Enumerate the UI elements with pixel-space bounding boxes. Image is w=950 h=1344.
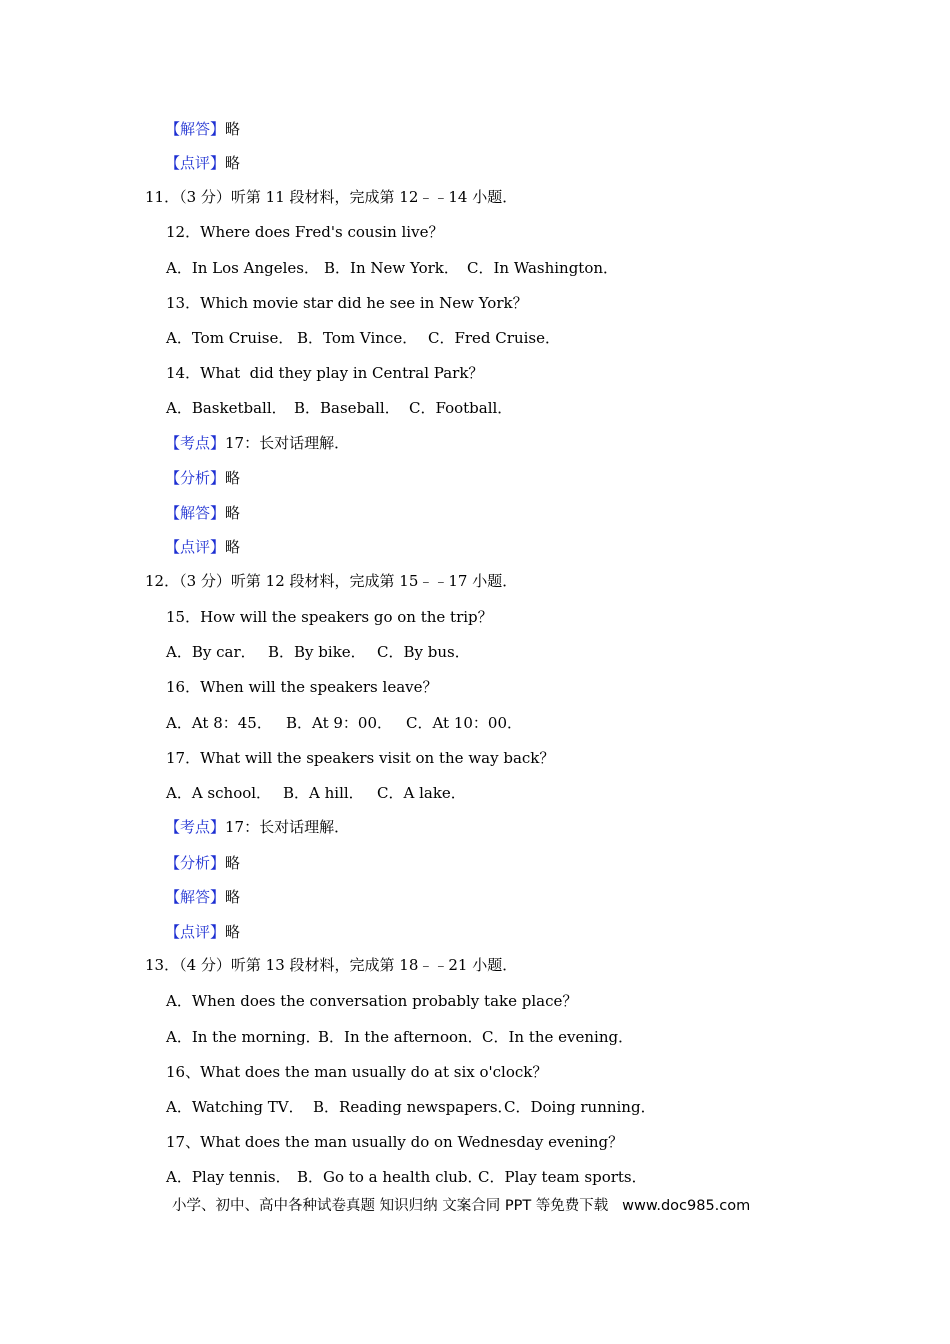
option-c: C．A lake． [377,784,466,802]
dianping-row [165,537,240,557]
kaodian-row [165,433,349,453]
question-header: 12．（3 分）听第 12 段材料，完成第 15﹣﹣17 小题． [145,572,518,590]
footer-watermark: 小学、初中、高中各种试卷真题 知识归纳 文案合同 PPT 等免费下载 www.doc985.com [172,1198,751,1214]
question-stem: 16．When will the speakers leave？ [166,678,438,696]
question-stem: 17．What will the speakers visit on the way back？ [166,749,555,767]
jieda-tag: 【解答】 [165,888,226,906]
option-a: A．Watching TV． [166,1098,304,1116]
option-b: B．In New York． [324,259,459,277]
option-b: B．By bike． [268,643,366,661]
option-a: A．Play tennis． [166,1168,291,1186]
fenxi-row [165,468,240,488]
option-c: C．Play team sports． [478,1168,647,1186]
dianping-row [165,153,240,173]
option-c: C．In Washington． [467,259,619,277]
option-c: C．By bus． [377,643,470,661]
fenxi-text: 略 [225,854,241,872]
option-a: A．Tom Cruise． [166,329,294,347]
jieda-row [165,119,240,139]
option-b: B．Reading newspapers． [313,1098,513,1116]
question-stem: 12．Where does Fred's cousin live？ [166,223,444,241]
question-stem: 15．How will the speakers go on the trip？ [166,608,493,626]
question-header: 11．（3 分）听第 11 段材料，完成第 12﹣﹣14 小题． [145,188,518,206]
dianping-text: 略 [225,154,241,172]
question-stem: 14．What did they play in Central Park？ [166,364,484,382]
dianping-tag: 【点评】 [165,154,226,172]
option-b: B．Go to a health club． [297,1168,483,1186]
option-c: C．Football． [409,399,513,417]
question-stem: 16、What does the man usually do at six o'clock？ [166,1063,548,1081]
option-a: A．Basketball． [166,399,287,417]
option-b: B．In the afternoon． [318,1028,483,1046]
option-c: C．Fred Cruise． [428,329,560,347]
fenxi-text: 略 [225,469,241,487]
kaodian-text: 17：长对话理解． [225,434,350,452]
option-c: C．At 10：00． [406,714,523,732]
question-stem: 13．Which movie star did he see in New York？ [166,294,528,312]
fenxi-tag: 【分析】 [165,469,226,487]
question-stem: A．When does the conversation probably take place？ [166,992,578,1010]
option-a: A．By car． [166,643,256,661]
question-stem: 17、What does the man usually do on Wednesday evening？ [166,1133,624,1151]
option-b: B．Baseball． [294,399,400,417]
fenxi-tag: 【分析】 [165,854,226,872]
jieda-row [165,503,240,523]
option-a: A．At 8：45． [166,714,272,732]
option-c: C．In the evening． [482,1028,634,1046]
question-header: 13．（4 分）听第 13 段材料，完成第 18﹣﹣21 小题． [145,956,518,974]
jieda-tag: 【解答】 [165,120,226,138]
option-a: A．A school． [166,784,272,802]
fenxi-row [165,853,240,873]
jieda-tag: 【解答】 [165,504,226,522]
option-a: A．In the morning． [166,1028,321,1046]
option-b: B．At 9：00． [286,714,393,732]
kaodian-tag: 【考点】 [165,434,226,452]
dianping-text: 略 [225,538,241,556]
dianping-text: 略 [225,923,241,941]
kaodian-tag: 【考点】 [165,818,226,836]
dianping-tag: 【点评】 [165,538,226,556]
kaodian-row [165,817,349,837]
dianping-tag: 【点评】 [165,923,226,941]
jieda-row [165,887,240,907]
option-b: B．A hill． [283,784,364,802]
option-a: A．In Los Angeles． [166,259,319,277]
jieda-text: 略 [225,120,241,138]
jieda-text: 略 [225,504,241,522]
option-b: B．Tom Vince． [297,329,418,347]
jieda-text: 略 [225,888,241,906]
kaodian-text: 17：长对话理解． [225,818,350,836]
dianping-row [165,922,240,942]
option-c: C．Doing running． [504,1098,656,1116]
